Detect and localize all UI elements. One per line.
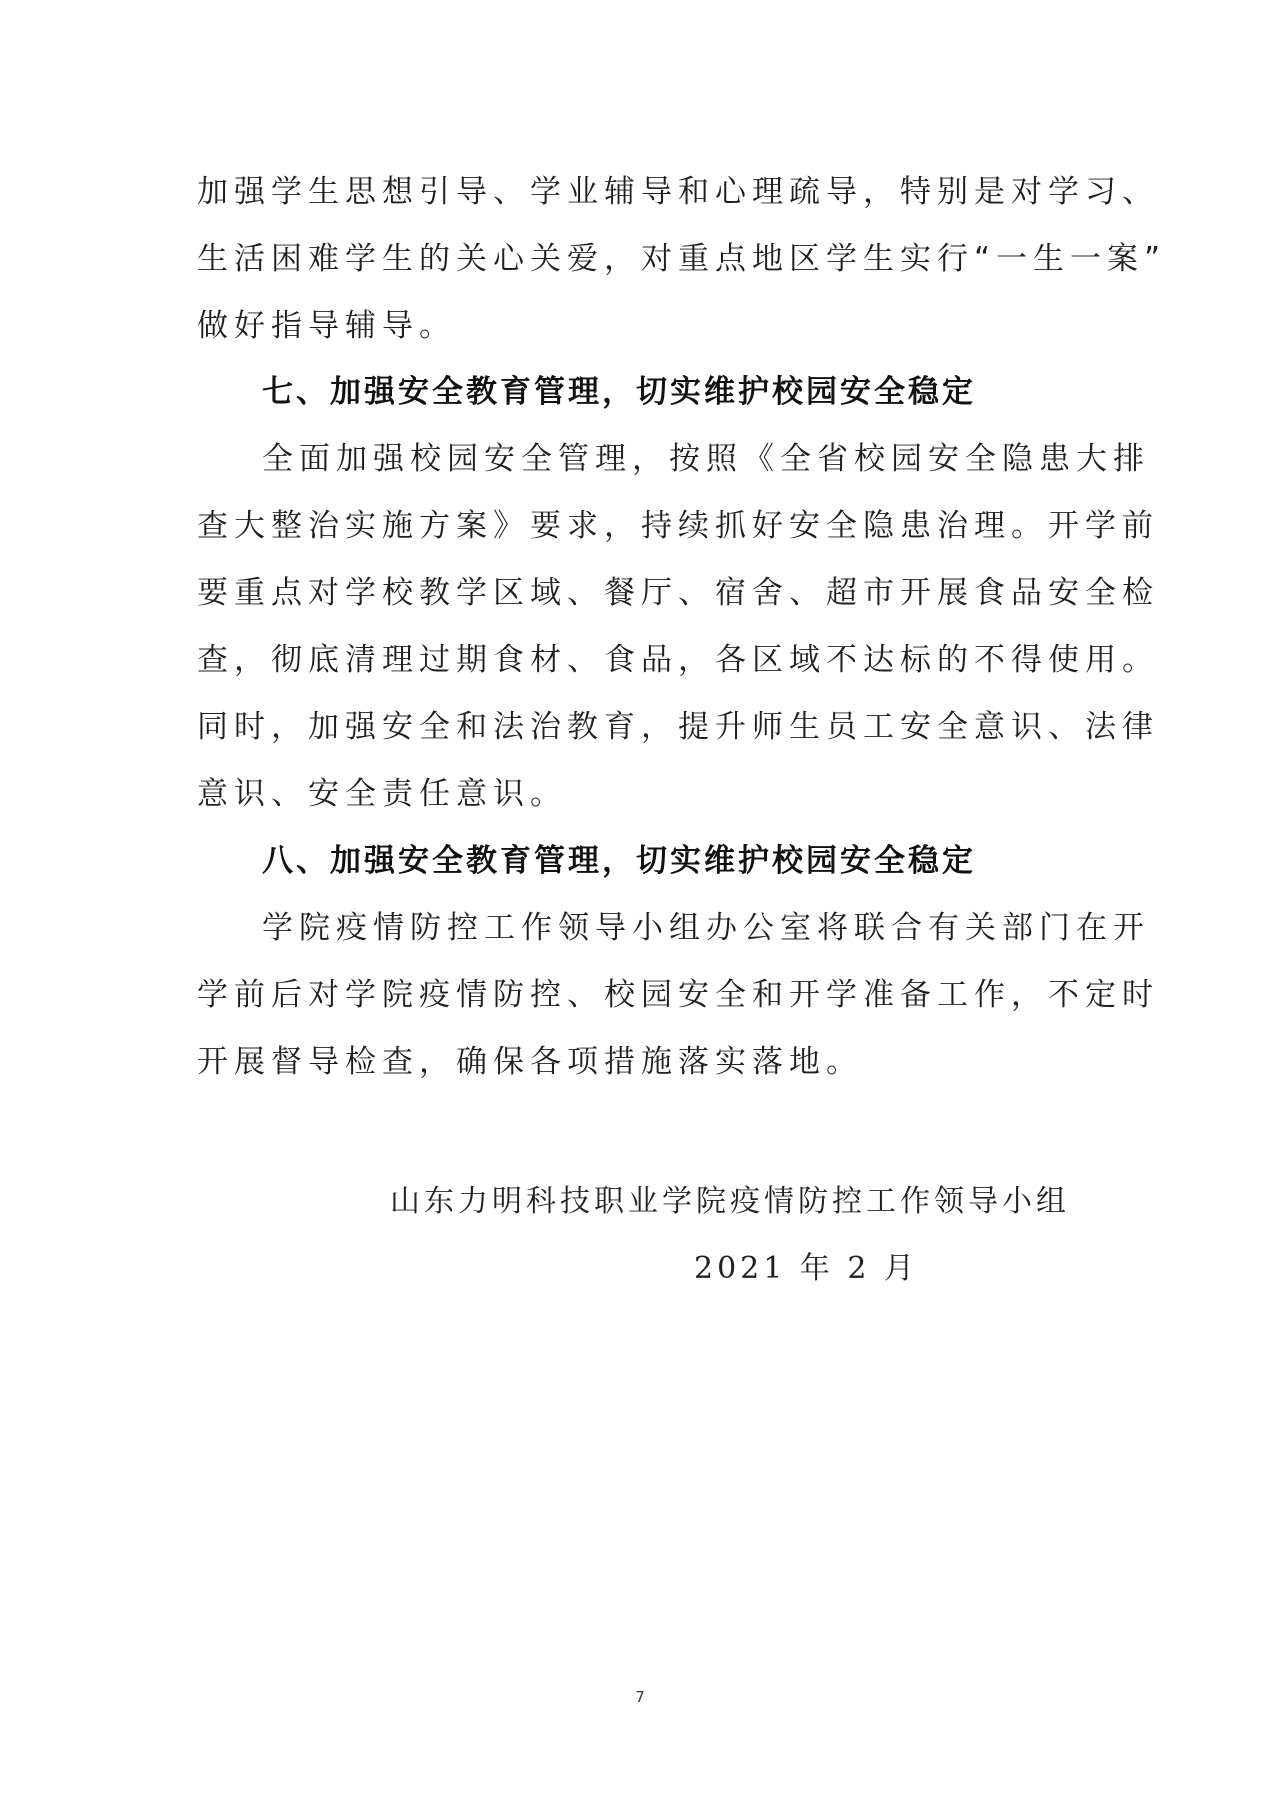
paragraph-line: 查，彻底清理过期食材、食品，各区域不达标的不得使用。 [197,642,1159,678]
paragraph-line: 学前后对学院疫情防控、校园安全和开学准备工作，不定时 [197,977,1159,1013]
section-heading-8: 八、加强安全教育管理，切实维护校园安全稳定 [262,843,976,879]
paragraph-line: 做好指导辅导。 [197,308,456,344]
paragraph-line: 全面加强校园安全管理，按照《全省校园安全隐患大排 [262,441,1150,477]
paragraph-line: 意识、安全责任意识。 [197,776,567,812]
page-number: 7 [635,1688,645,1706]
paragraph-line: 要重点对学校教学区域、餐厅、宿舍、超市开展食品安全检 [197,575,1159,611]
paragraph-line: 学院疫情防控工作领导小组办公室将联合有关部门在开 [262,910,1150,946]
signature-organization: 山东力明科技职业学院疫情防控工作领导小组 [390,1184,1070,1219]
paragraph-line: 开展督导检查，确保各项措施落实落地。 [197,1044,863,1080]
signature-date: 2021 年 2 月 [694,1251,919,1286]
paragraph-line: 生活困难学生的关心关爱，对重点地区学生实行“一生一案” [197,241,1167,277]
paragraph-line: 同时，加强安全和法治教育，提升师生员工安全意识、法律 [197,709,1159,745]
paragraph-line: 加强学生思想引导、学业辅导和心理疏导，特别是对学习、 [197,174,1159,210]
paragraph-line: 查大整治实施方案》要求，持续抓好安全隐患治理。开学前 [197,508,1159,544]
section-heading-7: 七、加强安全教育管理，切实维护校园安全稳定 [262,374,976,410]
